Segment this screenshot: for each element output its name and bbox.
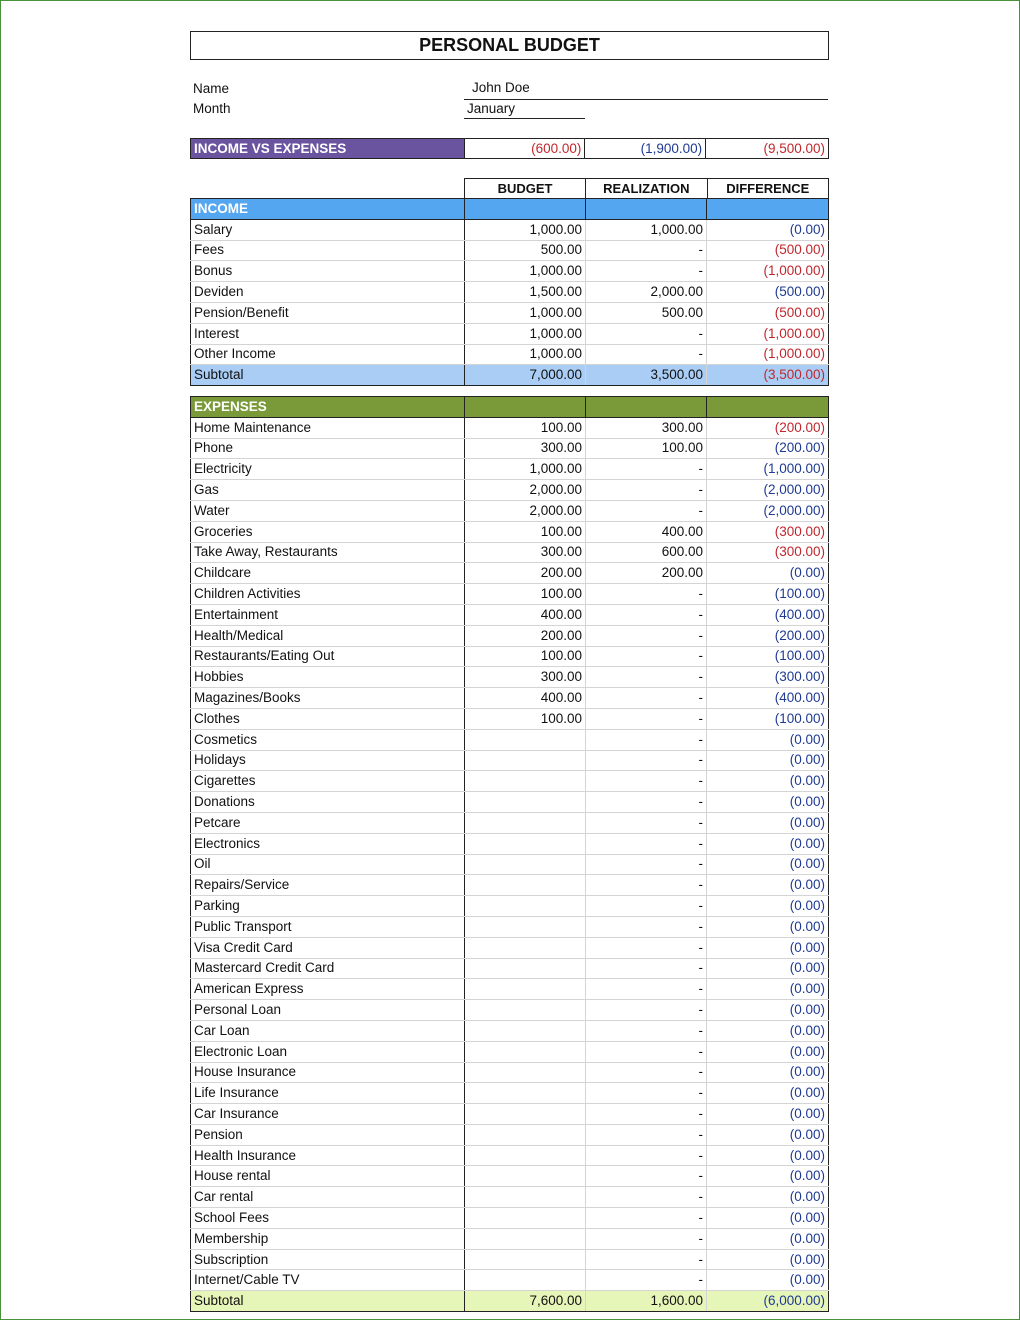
income-table bbox=[190, 198, 829, 386]
cell-budget[interactable] bbox=[465, 750, 586, 771]
cell-realization[interactable]: - bbox=[586, 1083, 707, 1104]
income-header-cell bbox=[465, 199, 586, 220]
table-row bbox=[191, 584, 829, 605]
table-row bbox=[191, 937, 829, 958]
row-label: Bonus bbox=[191, 261, 465, 282]
cell-realization[interactable]: 500.00 bbox=[586, 302, 707, 323]
cell-realization[interactable]: 100.00 bbox=[586, 438, 707, 459]
cell-budget[interactable]: 300.00 bbox=[465, 438, 586, 459]
name-label: Name bbox=[193, 81, 230, 96]
row-label: Salary bbox=[191, 219, 465, 240]
cell-budget[interactable]: 1,000.00 bbox=[465, 323, 586, 344]
cell-realization[interactable]: - bbox=[586, 979, 707, 1000]
cell-budget[interactable]: 1,000.00 bbox=[465, 302, 586, 323]
month-underline bbox=[464, 118, 585, 119]
cell-realization[interactable]: 1,000.00 bbox=[586, 219, 707, 240]
cell-budget[interactable] bbox=[465, 1020, 586, 1041]
cell-budget[interactable] bbox=[465, 854, 586, 875]
row-label: Water bbox=[191, 500, 465, 521]
cell-realization[interactable]: - bbox=[586, 812, 707, 833]
row-label: Pension bbox=[191, 1124, 465, 1145]
table-row bbox=[191, 1104, 829, 1125]
row-label: Membership bbox=[191, 1228, 465, 1249]
row-label: Deviden bbox=[191, 282, 465, 303]
table-row bbox=[191, 563, 829, 584]
table-row bbox=[191, 750, 829, 771]
table-row bbox=[191, 958, 829, 979]
cell-realization[interactable]: 400.00 bbox=[586, 521, 707, 542]
cell-budget[interactable]: 100.00 bbox=[465, 417, 586, 438]
cell-budget[interactable] bbox=[465, 1249, 586, 1270]
column-header-realization: REALIZATION bbox=[586, 179, 708, 200]
table-row bbox=[191, 812, 829, 833]
ive-budget: (600.00) bbox=[465, 139, 586, 158]
row-label: Internet/Cable TV bbox=[191, 1270, 465, 1291]
table-row bbox=[191, 1249, 829, 1270]
cell-difference[interactable]: (0.00) bbox=[707, 1270, 829, 1291]
cell-realization[interactable]: - bbox=[586, 459, 707, 480]
cell-difference[interactable]: (400.00) bbox=[707, 688, 829, 709]
cell-budget[interactable] bbox=[465, 1228, 586, 1249]
cell-realization[interactable]: - bbox=[586, 916, 707, 937]
cell-realization[interactable]: - bbox=[586, 1124, 707, 1145]
subtotal-difference: (6,000.00) bbox=[707, 1291, 829, 1312]
table-row bbox=[191, 646, 829, 667]
cell-realization[interactable]: - bbox=[586, 708, 707, 729]
cell-difference[interactable]: (300.00) bbox=[707, 521, 829, 542]
ive-realization: (1,900.00) bbox=[585, 139, 706, 158]
ive-difference: (9,500.00) bbox=[763, 141, 825, 156]
cell-difference[interactable]: (200.00) bbox=[707, 417, 829, 438]
cell-realization[interactable]: 2,000.00 bbox=[586, 282, 707, 303]
income-vs-expenses-label: INCOME VS EXPENSES bbox=[191, 139, 465, 158]
row-label: Public Transport bbox=[191, 916, 465, 937]
table-row bbox=[191, 1187, 829, 1208]
table-row bbox=[191, 792, 829, 813]
income-subtotal-row bbox=[191, 365, 829, 386]
cell-budget[interactable]: 400.00 bbox=[465, 688, 586, 709]
cell-budget[interactable] bbox=[465, 1000, 586, 1021]
cell-budget[interactable] bbox=[465, 1208, 586, 1229]
cell-budget[interactable]: 500.00 bbox=[465, 240, 586, 261]
cell-difference[interactable]: (0.00) bbox=[707, 1041, 829, 1062]
table-row bbox=[191, 1041, 829, 1062]
cell-budget[interactable] bbox=[465, 1041, 586, 1062]
table-row bbox=[191, 1208, 829, 1229]
table-row bbox=[191, 771, 829, 792]
cell-budget[interactable] bbox=[465, 875, 586, 896]
month-value[interactable]: January bbox=[467, 101, 516, 116]
cell-difference[interactable]: (100.00) bbox=[707, 646, 829, 667]
row-label: Electronic Loan bbox=[191, 1041, 465, 1062]
expenses-header-cell bbox=[465, 397, 586, 418]
cell-realization[interactable]: - bbox=[586, 240, 707, 261]
cell-budget[interactable] bbox=[465, 1083, 586, 1104]
cell-realization[interactable]: - bbox=[586, 833, 707, 854]
income-header-cell bbox=[586, 199, 707, 220]
table-row bbox=[191, 625, 829, 646]
cell-budget[interactable]: 1,000.00 bbox=[465, 219, 586, 240]
expenses-section-header bbox=[191, 397, 829, 418]
row-label: Pension/Benefit bbox=[191, 302, 465, 323]
cell-realization[interactable]: - bbox=[586, 344, 707, 365]
name-value[interactable]: John Doe bbox=[472, 80, 530, 95]
income-header-cell bbox=[707, 199, 829, 220]
cell-budget[interactable] bbox=[465, 896, 586, 917]
cell-realization[interactable]: - bbox=[586, 1187, 707, 1208]
cell-budget[interactable] bbox=[465, 916, 586, 937]
cell-difference[interactable]: (0.00) bbox=[707, 1062, 829, 1083]
cell-budget[interactable]: 2,000.00 bbox=[465, 480, 586, 501]
subtotal-label: Subtotal bbox=[191, 365, 465, 386]
cell-difference[interactable]: (100.00) bbox=[707, 584, 829, 605]
table-row bbox=[191, 438, 829, 459]
cell-budget[interactable] bbox=[465, 1270, 586, 1291]
cell-difference[interactable]: (0.00) bbox=[707, 1228, 829, 1249]
table-row bbox=[191, 261, 829, 282]
table-row bbox=[191, 833, 829, 854]
cell-difference[interactable]: (0.00) bbox=[707, 771, 829, 792]
cell-realization[interactable]: - bbox=[586, 646, 707, 667]
table-row bbox=[191, 417, 829, 438]
row-label: Subscription bbox=[191, 1249, 465, 1270]
column-header-budget: BUDGET bbox=[465, 179, 586, 200]
cell-realization[interactable]: - bbox=[586, 792, 707, 813]
cell-realization[interactable]: - bbox=[586, 323, 707, 344]
cell-realization[interactable]: 300.00 bbox=[586, 417, 707, 438]
table-row bbox=[191, 542, 829, 563]
cell-budget[interactable]: 300.00 bbox=[465, 542, 586, 563]
cell-realization[interactable]: - bbox=[586, 625, 707, 646]
row-label: Children Activities bbox=[191, 584, 465, 605]
cell-realization[interactable]: - bbox=[586, 1228, 707, 1249]
subtotal-realization: 1,600.00 bbox=[586, 1291, 707, 1312]
row-label: Entertainment bbox=[191, 604, 465, 625]
table-row bbox=[191, 282, 829, 303]
row-label: Car Loan bbox=[191, 1020, 465, 1041]
table-row bbox=[191, 1020, 829, 1041]
cell-difference[interactable]: (300.00) bbox=[707, 542, 829, 563]
cell-budget[interactable] bbox=[465, 937, 586, 958]
cell-difference[interactable]: (0.00) bbox=[707, 563, 829, 584]
cell-realization[interactable]: - bbox=[586, 1166, 707, 1187]
expenses-header-label: EXPENSES bbox=[191, 397, 465, 418]
cell-difference[interactable]: (500.00) bbox=[707, 240, 829, 261]
row-label: House Insurance bbox=[191, 1062, 465, 1083]
cell-budget[interactable]: 200.00 bbox=[465, 563, 586, 584]
table-row bbox=[191, 344, 829, 365]
cell-difference[interactable]: (0.00) bbox=[707, 1000, 829, 1021]
table-row bbox=[191, 1228, 829, 1249]
table-row bbox=[191, 302, 829, 323]
cell-difference[interactable]: (400.00) bbox=[707, 604, 829, 625]
cell-budget[interactable]: 200.00 bbox=[465, 625, 586, 646]
column-headers bbox=[464, 178, 829, 200]
row-label: Clothes bbox=[191, 708, 465, 729]
row-label: Mastercard Credit Card bbox=[191, 958, 465, 979]
expenses-table bbox=[190, 396, 829, 1312]
cell-realization[interactable]: - bbox=[586, 1104, 707, 1125]
cell-budget[interactable] bbox=[465, 1187, 586, 1208]
cell-difference[interactable]: (0.00) bbox=[707, 750, 829, 771]
cell-budget[interactable]: 1,500.00 bbox=[465, 282, 586, 303]
table-row bbox=[191, 240, 829, 261]
subtotal-difference: (3,500.00) bbox=[707, 365, 829, 386]
cell-budget[interactable]: 400.00 bbox=[465, 604, 586, 625]
income-header-label: INCOME bbox=[191, 199, 465, 220]
cell-budget[interactable] bbox=[465, 1062, 586, 1083]
cell-realization[interactable]: - bbox=[586, 667, 707, 688]
table-row bbox=[191, 459, 829, 480]
cell-realization[interactable]: - bbox=[586, 958, 707, 979]
row-label: Visa Credit Card bbox=[191, 937, 465, 958]
cell-realization[interactable]: - bbox=[586, 771, 707, 792]
cell-difference[interactable]: (500.00) bbox=[707, 282, 829, 303]
cell-difference[interactable]: (0.00) bbox=[707, 812, 829, 833]
table-row bbox=[191, 1145, 829, 1166]
cell-difference[interactable]: (0.00) bbox=[707, 916, 829, 937]
row-label: House rental bbox=[191, 1166, 465, 1187]
cell-realization[interactable]: - bbox=[586, 261, 707, 282]
cell-difference[interactable]: (0.00) bbox=[707, 896, 829, 917]
row-label: Home Maintenance bbox=[191, 417, 465, 438]
cell-budget[interactable]: 1,000.00 bbox=[465, 459, 586, 480]
cell-budget[interactable]: 100.00 bbox=[465, 584, 586, 605]
cell-difference[interactable]: (100.00) bbox=[707, 708, 829, 729]
subtotal-realization: 3,500.00 bbox=[586, 365, 707, 386]
row-label: Groceries bbox=[191, 521, 465, 542]
row-label: Donations bbox=[191, 792, 465, 813]
cell-realization[interactable]: - bbox=[586, 500, 707, 521]
row-label: Car Insurance bbox=[191, 1104, 465, 1125]
cell-difference[interactable]: (0.00) bbox=[707, 1145, 829, 1166]
table-row bbox=[191, 1124, 829, 1145]
row-label: Phone bbox=[191, 438, 465, 459]
cell-realization[interactable]: - bbox=[586, 1145, 707, 1166]
expenses-subtotal-row bbox=[191, 1291, 829, 1312]
column-header-difference: DIFFERENCE bbox=[707, 179, 828, 200]
row-label: Car rental bbox=[191, 1187, 465, 1208]
row-label: Childcare bbox=[191, 563, 465, 584]
cell-budget[interactable] bbox=[465, 1124, 586, 1145]
row-label: Personal Loan bbox=[191, 1000, 465, 1021]
income-section-header bbox=[191, 199, 829, 220]
cell-difference[interactable]: (0.00) bbox=[707, 1124, 829, 1145]
table-row bbox=[191, 688, 829, 709]
cell-realization[interactable]: - bbox=[586, 480, 707, 501]
month-label: Month bbox=[193, 101, 231, 116]
cell-difference[interactable]: (0.00) bbox=[707, 854, 829, 875]
cell-budget[interactable]: 100.00 bbox=[465, 708, 586, 729]
row-label: Fees bbox=[191, 240, 465, 261]
cell-budget[interactable] bbox=[465, 792, 586, 813]
table-row bbox=[191, 854, 829, 875]
cell-realization[interactable]: - bbox=[586, 750, 707, 771]
cell-difference[interactable]: (0.00) bbox=[707, 1083, 829, 1104]
cell-difference[interactable]: (2,000.00) bbox=[707, 480, 829, 501]
table-row bbox=[191, 1083, 829, 1104]
table-row bbox=[191, 480, 829, 501]
cell-realization[interactable]: - bbox=[586, 1062, 707, 1083]
row-label: Oil bbox=[191, 854, 465, 875]
cell-difference[interactable]: (1,000.00) bbox=[707, 459, 829, 480]
row-label: Magazines/Books bbox=[191, 688, 465, 709]
table-row bbox=[191, 1270, 829, 1291]
row-label: Health Insurance bbox=[191, 1145, 465, 1166]
table-row bbox=[191, 521, 829, 542]
cell-difference[interactable]: (200.00) bbox=[707, 625, 829, 646]
cell-realization[interactable]: - bbox=[586, 1041, 707, 1062]
table-row bbox=[191, 896, 829, 917]
table-row bbox=[191, 875, 829, 896]
cell-difference[interactable]: (0.00) bbox=[707, 937, 829, 958]
cell-realization[interactable]: - bbox=[586, 1000, 707, 1021]
cell-budget[interactable] bbox=[465, 1104, 586, 1125]
cell-realization[interactable]: - bbox=[586, 1020, 707, 1041]
cell-budget[interactable] bbox=[465, 833, 586, 854]
table-row bbox=[191, 500, 829, 521]
table-row bbox=[191, 979, 829, 1000]
cell-realization[interactable]: - bbox=[586, 604, 707, 625]
cell-budget[interactable] bbox=[465, 958, 586, 979]
row-label: Interest bbox=[191, 323, 465, 344]
cell-difference[interactable]: (0.00) bbox=[707, 833, 829, 854]
table-row bbox=[191, 219, 829, 240]
subtotal-label: Subtotal bbox=[191, 1291, 465, 1312]
cell-difference[interactable]: (0.00) bbox=[707, 1020, 829, 1041]
row-label: American Express bbox=[191, 979, 465, 1000]
table-row bbox=[191, 916, 829, 937]
row-label: Take Away, Restaurants bbox=[191, 542, 465, 563]
cell-difference[interactable]: (2,000.00) bbox=[707, 500, 829, 521]
cell-difference[interactable]: (0.00) bbox=[707, 729, 829, 750]
subtotal-budget: 7,000.00 bbox=[465, 365, 586, 386]
cell-realization[interactable]: - bbox=[586, 1270, 707, 1291]
page-title: PERSONAL BUDGET bbox=[190, 31, 829, 60]
cell-difference[interactable]: (0.00) bbox=[707, 792, 829, 813]
expenses-header-cell bbox=[707, 397, 829, 418]
cell-difference[interactable]: (0.00) bbox=[707, 979, 829, 1000]
cell-difference[interactable]: (0.00) bbox=[707, 219, 829, 240]
cell-difference[interactable]: (500.00) bbox=[707, 302, 829, 323]
row-label: Holidays bbox=[191, 750, 465, 771]
table-row bbox=[191, 323, 829, 344]
table-row bbox=[191, 604, 829, 625]
table-row bbox=[191, 708, 829, 729]
cell-budget[interactable] bbox=[465, 979, 586, 1000]
cell-realization[interactable]: - bbox=[586, 896, 707, 917]
cell-difference[interactable]: (0.00) bbox=[707, 1249, 829, 1270]
cell-difference[interactable]: (300.00) bbox=[707, 667, 829, 688]
cell-difference[interactable]: (1,000.00) bbox=[707, 344, 829, 365]
row-label: Cosmetics bbox=[191, 729, 465, 750]
cell-difference[interactable]: (0.00) bbox=[707, 958, 829, 979]
cell-realization[interactable]: - bbox=[586, 937, 707, 958]
subtotal-budget: 7,600.00 bbox=[465, 1291, 586, 1312]
cell-budget[interactable] bbox=[465, 1166, 586, 1187]
cell-difference[interactable]: (0.00) bbox=[707, 1187, 829, 1208]
cell-budget[interactable]: 1,000.00 bbox=[465, 261, 586, 282]
expenses-header-cell bbox=[586, 397, 707, 418]
cell-difference[interactable]: (0.00) bbox=[707, 875, 829, 896]
row-label: Electronics bbox=[191, 833, 465, 854]
table-row bbox=[191, 667, 829, 688]
cell-budget[interactable] bbox=[465, 771, 586, 792]
table-row bbox=[191, 1166, 829, 1187]
row-label: School Fees bbox=[191, 1208, 465, 1229]
row-label: Repairs/Service bbox=[191, 875, 465, 896]
cell-difference[interactable]: (1,000.00) bbox=[707, 323, 829, 344]
cell-budget[interactable]: 1,000.00 bbox=[465, 344, 586, 365]
cell-realization[interactable]: - bbox=[586, 1249, 707, 1270]
cell-realization[interactable]: - bbox=[586, 875, 707, 896]
row-label: Health/Medical bbox=[191, 625, 465, 646]
cell-budget[interactable]: 100.00 bbox=[465, 521, 586, 542]
cell-realization[interactable]: 600.00 bbox=[586, 542, 707, 563]
cell-difference[interactable]: (200.00) bbox=[707, 438, 829, 459]
table-row bbox=[191, 1000, 829, 1021]
cell-realization[interactable]: - bbox=[586, 729, 707, 750]
table-row bbox=[191, 729, 829, 750]
cell-realization[interactable]: - bbox=[586, 584, 707, 605]
row-label: Electricity bbox=[191, 459, 465, 480]
cell-realization[interactable]: - bbox=[586, 854, 707, 875]
row-label: Parking bbox=[191, 896, 465, 917]
cell-difference[interactable]: (0.00) bbox=[707, 1208, 829, 1229]
row-label: Cigarettes bbox=[191, 771, 465, 792]
table-row bbox=[191, 1062, 829, 1083]
cell-realization[interactable]: - bbox=[586, 1208, 707, 1229]
cell-budget[interactable]: 100.00 bbox=[465, 646, 586, 667]
row-label: Gas bbox=[191, 480, 465, 501]
row-label: Other Income bbox=[191, 344, 465, 365]
row-label: Restaurants/Eating Out bbox=[191, 646, 465, 667]
cell-difference[interactable]: (0.00) bbox=[707, 1166, 829, 1187]
row-label: Petcare bbox=[191, 812, 465, 833]
income-vs-expenses-row bbox=[190, 138, 829, 159]
cell-difference[interactable]: (0.00) bbox=[707, 1104, 829, 1125]
cell-budget[interactable]: 300.00 bbox=[465, 667, 586, 688]
cell-realization[interactable]: - bbox=[586, 688, 707, 709]
cell-budget[interactable] bbox=[465, 1145, 586, 1166]
row-label: Hobbies bbox=[191, 667, 465, 688]
cell-budget[interactable] bbox=[465, 812, 586, 833]
row-label: Life Insurance bbox=[191, 1083, 465, 1104]
cell-budget[interactable]: 2,000.00 bbox=[465, 500, 586, 521]
cell-budget[interactable] bbox=[465, 729, 586, 750]
cell-difference[interactable]: (1,000.00) bbox=[707, 261, 829, 282]
cell-realization[interactable]: 200.00 bbox=[586, 563, 707, 584]
name-underline bbox=[464, 99, 828, 100]
